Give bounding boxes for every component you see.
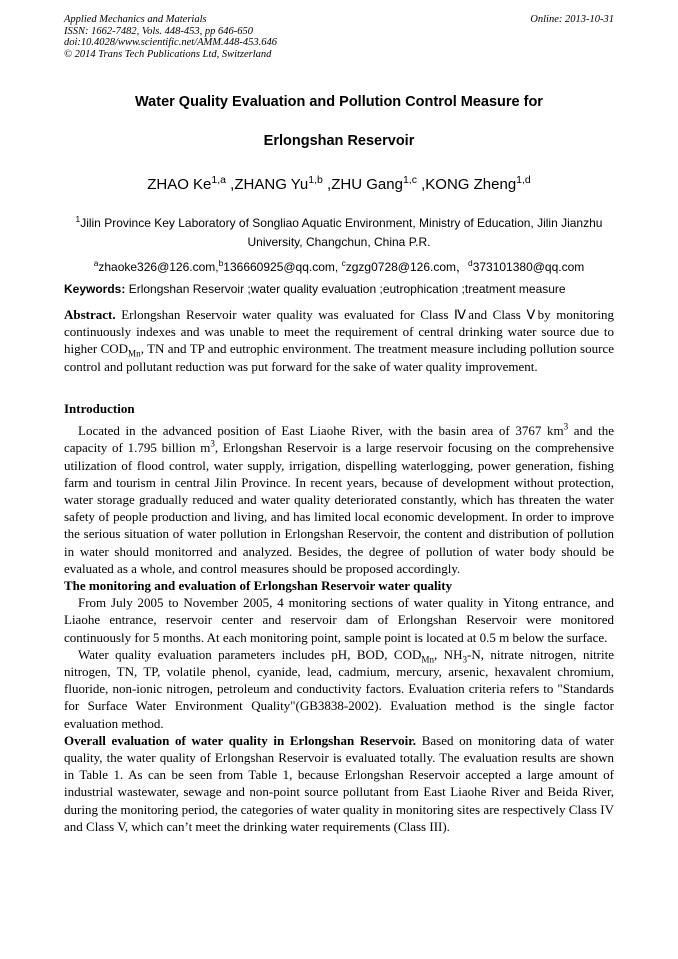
paper-body xyxy=(64,400,614,835)
abstract-label: Abstract. xyxy=(64,307,116,322)
paragraph-text: -N, nitrate nitrogen, nitrite nitrogen, TN, TP, volatile phenol, cyanide, lead, cadmium, mercury, arsenic, hexavalent chromium, fluoride, non-ionic nitrogen, petroleum and conductivity factors. Evaluation criteria refers to "Standards for Surface Water Environment Quality"(GB3838-2002). Evaluation method is the single factor evaluation method. xyxy=(64,646,615,731)
subscript: Mn xyxy=(421,654,435,665)
email-mark: b xyxy=(218,258,224,268)
author-separator: , xyxy=(226,176,235,193)
email-list xyxy=(64,258,614,275)
paper-title-line2: Erlongshan Reservoir xyxy=(263,133,415,149)
paragraph-text: Located in the advanced position of East Liaohe River, with the basin area of 3767 km xyxy=(78,423,564,439)
paragraph-text: , Erlongshan Reservoir is a large reservoir focusing on the comprehensive utilization of flood control, water supply, irrigation, dispelling waterlogging, power generation, fishing farm and tourism in central Jilin Province. In recent years, because of development without protection, water storage gradually reduced and water quality deteriorated constantly, which has threaten the water safety of people production and living, and has limited local economic development. In order to improve the serious situation of water pollution in Erlongshan Reservoir, the content and distribution of pollution in water should monitorred and analyzed. Besides, the degree of pollution of water body should be evaluated as a whole, and control measures should be proposed accordingly. xyxy=(64,440,614,576)
author-name: KONG Zheng xyxy=(425,176,517,193)
copyright-line: © 2014 Trans Tech Publications Ltd, Switzerland xyxy=(64,48,272,60)
journal-header xyxy=(64,14,614,60)
author-affil-mark: 1,a xyxy=(211,174,227,186)
keywords-text: Erlongshan Reservoir ;water quality evaluation ;eutrophication ;treatment measure xyxy=(125,282,566,296)
monitoring-paragraph: From July 2005 to November 2005, 4 monitoring sections of water quality in Yitong entrance, and Liaohe entrance, reservoir center and reservoir dam of Erlongshan Reservoir were monitored continuously for 5 months. At each monitoring point, sample point is located at 0.5 m below the surface. xyxy=(64,595,614,645)
paragraph-text: Water quality evaluation parameters includes pH, BOD, COD xyxy=(78,646,422,662)
keywords-label: Keywords: xyxy=(64,282,126,296)
email-mark: a xyxy=(93,258,99,268)
author-affil-mark: 1,d xyxy=(516,174,531,186)
author-name: ZHU Gang xyxy=(331,176,403,193)
email-mark: d xyxy=(468,258,473,268)
intro-paragraph xyxy=(64,422,614,577)
affiliation-mark: 1 xyxy=(75,214,81,224)
parameters-paragraph xyxy=(64,646,614,732)
section-heading-monitoring: The monitoring and evaluation of Erlongshan Reservoir water quality xyxy=(64,578,453,594)
overall-evaluation-label: Overall evaluation of water quality in Erlongshan Reservoir. xyxy=(64,732,417,748)
email-address: 373101380@qq.com xyxy=(472,260,585,274)
email-address: zhaoke326@126.com, xyxy=(98,260,219,274)
issn-line: ISSN: 1662-7482, Vols. 448-453, pp 646-650 xyxy=(64,25,253,37)
email-mark: c xyxy=(341,258,346,268)
affiliation-text: Jilin Province Key Laboratory of Songliao Aquatic Environment, Ministry of Education, Jilin Jianzhu University, Changchun, China P.R. xyxy=(80,216,603,249)
paragraph-text: , NH xyxy=(434,646,463,662)
journal-name: Applied Mechanics and Materials xyxy=(64,14,207,25)
affiliation xyxy=(64,214,614,252)
abstract-text: , TN and TP and eutrophic environment. The treatment measure including pollution source control and pollutant reduction was put forward for the sake of water quality improvement. xyxy=(64,341,614,374)
abstract-text: Erlongshan Reservoir water quality was evaluated for Class Ⅳand Class Ⅴby monitoring continuously indexes and was unable to meet the requirement of central drinking water source due to higher COD xyxy=(64,307,614,357)
author-name: ZHAO Ke xyxy=(147,176,212,193)
author-separator: , xyxy=(322,176,332,193)
superscript: 3 xyxy=(210,439,215,450)
paragraph-text: and the capacity of 1.795 billion m xyxy=(64,423,615,456)
author-separator: , xyxy=(416,176,426,193)
email-address: zgzg0728@126.com， xyxy=(345,260,469,274)
abstract xyxy=(64,306,614,375)
author-affil-mark: 1,c xyxy=(402,174,417,186)
paper-title-line1: Water Quality Evaluation and Pollution Control Measure for xyxy=(135,94,543,110)
abstract-subscript: Mn xyxy=(128,349,141,359)
author-list xyxy=(64,176,614,193)
subscript: 3 xyxy=(462,654,468,665)
author-affil-mark: 1,b xyxy=(308,174,323,186)
author-name: ZHANG Yu xyxy=(234,176,309,193)
section-heading-introduction: Introduction xyxy=(64,401,135,416)
online-date: Online: 2013-10-31 xyxy=(530,14,614,25)
email-address: 136660925@qq.com, xyxy=(223,260,342,274)
keywords xyxy=(64,282,624,296)
doi-line: doi:10.4028/www.scientific.net/AMM.448-453.646 xyxy=(64,37,277,48)
superscript: 3 xyxy=(563,421,569,432)
overall-evaluation-paragraph xyxy=(64,732,614,835)
paragraph-text: Based on monitoring data of water quality, the water quality of Erlongshan Reservoir is evaluated totally. The evaluation results are shown in Table 1. As can be seen from Table 1, because Erlongshan Reservoir accepted a large amount of industrial wastewater, sewage and non-point source pollutant from East Liaohe River and Beida River, during the monitoring period, the categories of water quality in monitoring sites are respectively Class IV and Class V, which can’t meet the drinking water requirements (Class III). xyxy=(64,732,614,834)
